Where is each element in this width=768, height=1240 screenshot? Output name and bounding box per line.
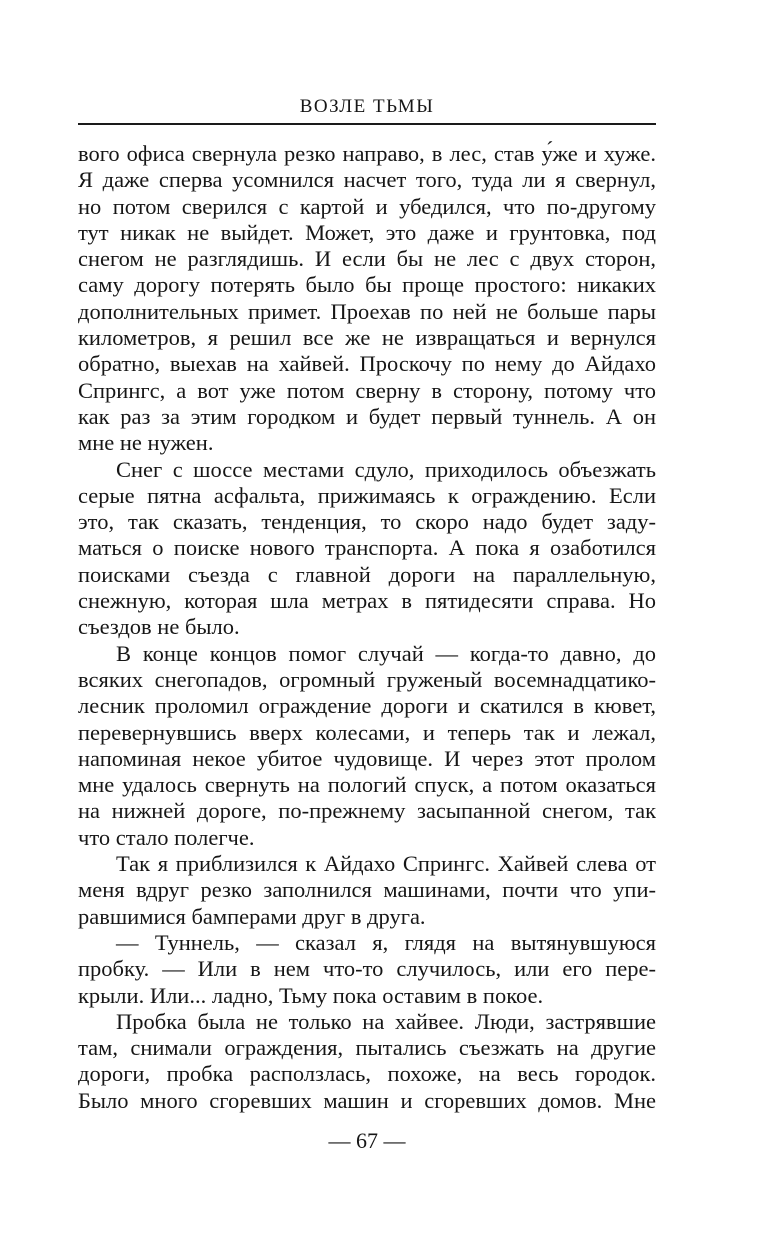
- text-line: километров, я решил все же не извращаться и вернулся: [78, 325, 656, 351]
- text-line: дополнительных примет. Проехав по ней не больше пары: [78, 298, 656, 324]
- text-line: маться о поиске нового транспорта. А пока я озаботился: [78, 535, 656, 561]
- text-line: что стало полегче.: [78, 824, 255, 850]
- text-line: снежную, которая шла метрах в пятидесяти справа. Но: [78, 588, 656, 614]
- text-line: поисками съезда с главной дороги на параллельную,: [78, 561, 656, 587]
- text-line: пробку. — Или в нем что-то случилось, или его пере-: [78, 956, 656, 982]
- text-line: Спрингс, а вот уже потом сверну в сторону, потому что: [78, 377, 656, 403]
- text-line: крыли. Или... ладно, Тьму пока оставим в покое.: [78, 982, 544, 1008]
- text-line: Так я приблизился к Айдахо Спрингс. Хайвей слева от: [116, 851, 656, 877]
- text-line: Снег с шоссе местами сдуло, приходилось объезжать: [116, 456, 656, 482]
- text-line: там, снимали ограждения, пытались съезжать на другие: [78, 1035, 656, 1061]
- text-line: вого офиса свернула резко направо, в лес, став у́же и хуже.: [78, 141, 656, 166]
- text-line: Было много сгоревших машин и сгоревших домов. Мне: [78, 1087, 656, 1113]
- text-line: мне не нужен.: [78, 430, 214, 456]
- text-line: лесник проломил ограждение дороги и скатился в кювет,: [78, 693, 656, 719]
- text-line: всяких снегопадов, огромный груженый восемнадцатико-: [78, 666, 656, 692]
- text-line: равшимися бамперами друг в друга.: [78, 903, 426, 929]
- text-line: — Туннель, — сказал я, глядя на вытянувшуюся: [116, 929, 656, 955]
- text-line: это, так сказать, тенденция, то скоро надо будет заду-: [78, 509, 656, 535]
- text-line: В конце концов помог случай — когда-то давно, до: [116, 640, 656, 666]
- text-line: мне удалось свернуть на пологий спуск, а потом оказаться: [78, 772, 656, 798]
- text-line: как раз за этим городком и будет первый туннель. А он: [78, 403, 656, 429]
- text-line: перевернувшись вверх колесами, и теперь так и лежал,: [78, 719, 656, 745]
- text-line: снегом не разглядишь. И если бы не лес с двух сторон,: [78, 246, 656, 272]
- text-line: но потом сверился с картой и убедился, что по-другому: [78, 193, 656, 219]
- header-rule: [78, 123, 656, 125]
- text-line: обратно, выехав на хайвей. Проскочу по нему до Айдахо: [78, 351, 656, 377]
- body-text: [78, 141, 656, 1114]
- page-number: — 67 —: [328, 1128, 406, 1153]
- text-line: напоминая некое убитое чудовище. И через этот пролом: [78, 745, 656, 771]
- text-line: саму дорогу потерять было бы проще простого: никаких: [78, 272, 656, 298]
- text-line: съездов не было.: [78, 614, 240, 640]
- text-line: меня вдруг резко заполнился машинами, почти что упи-: [78, 877, 656, 903]
- text-line: серые пятна асфальта, прижимаясь к ограждению. Если: [78, 482, 656, 508]
- text-line: дороги, пробка расползлась, похоже, на весь городок.: [78, 1061, 656, 1087]
- text-line: Я даже сперва усомнился насчет того, туда ли я свернул,: [78, 167, 656, 193]
- text-line: на нижней дороге, по-прежнему засыпанной снегом, так: [78, 798, 656, 824]
- text-line: Пробка была не только на хайвее. Люди, застрявшие: [116, 1008, 656, 1034]
- running-head: ВОЗЛЕ ТЬМЫ: [299, 96, 435, 117]
- text-line: тут никак не выйдет. Может, это даже и грунтовка, под: [78, 219, 656, 245]
